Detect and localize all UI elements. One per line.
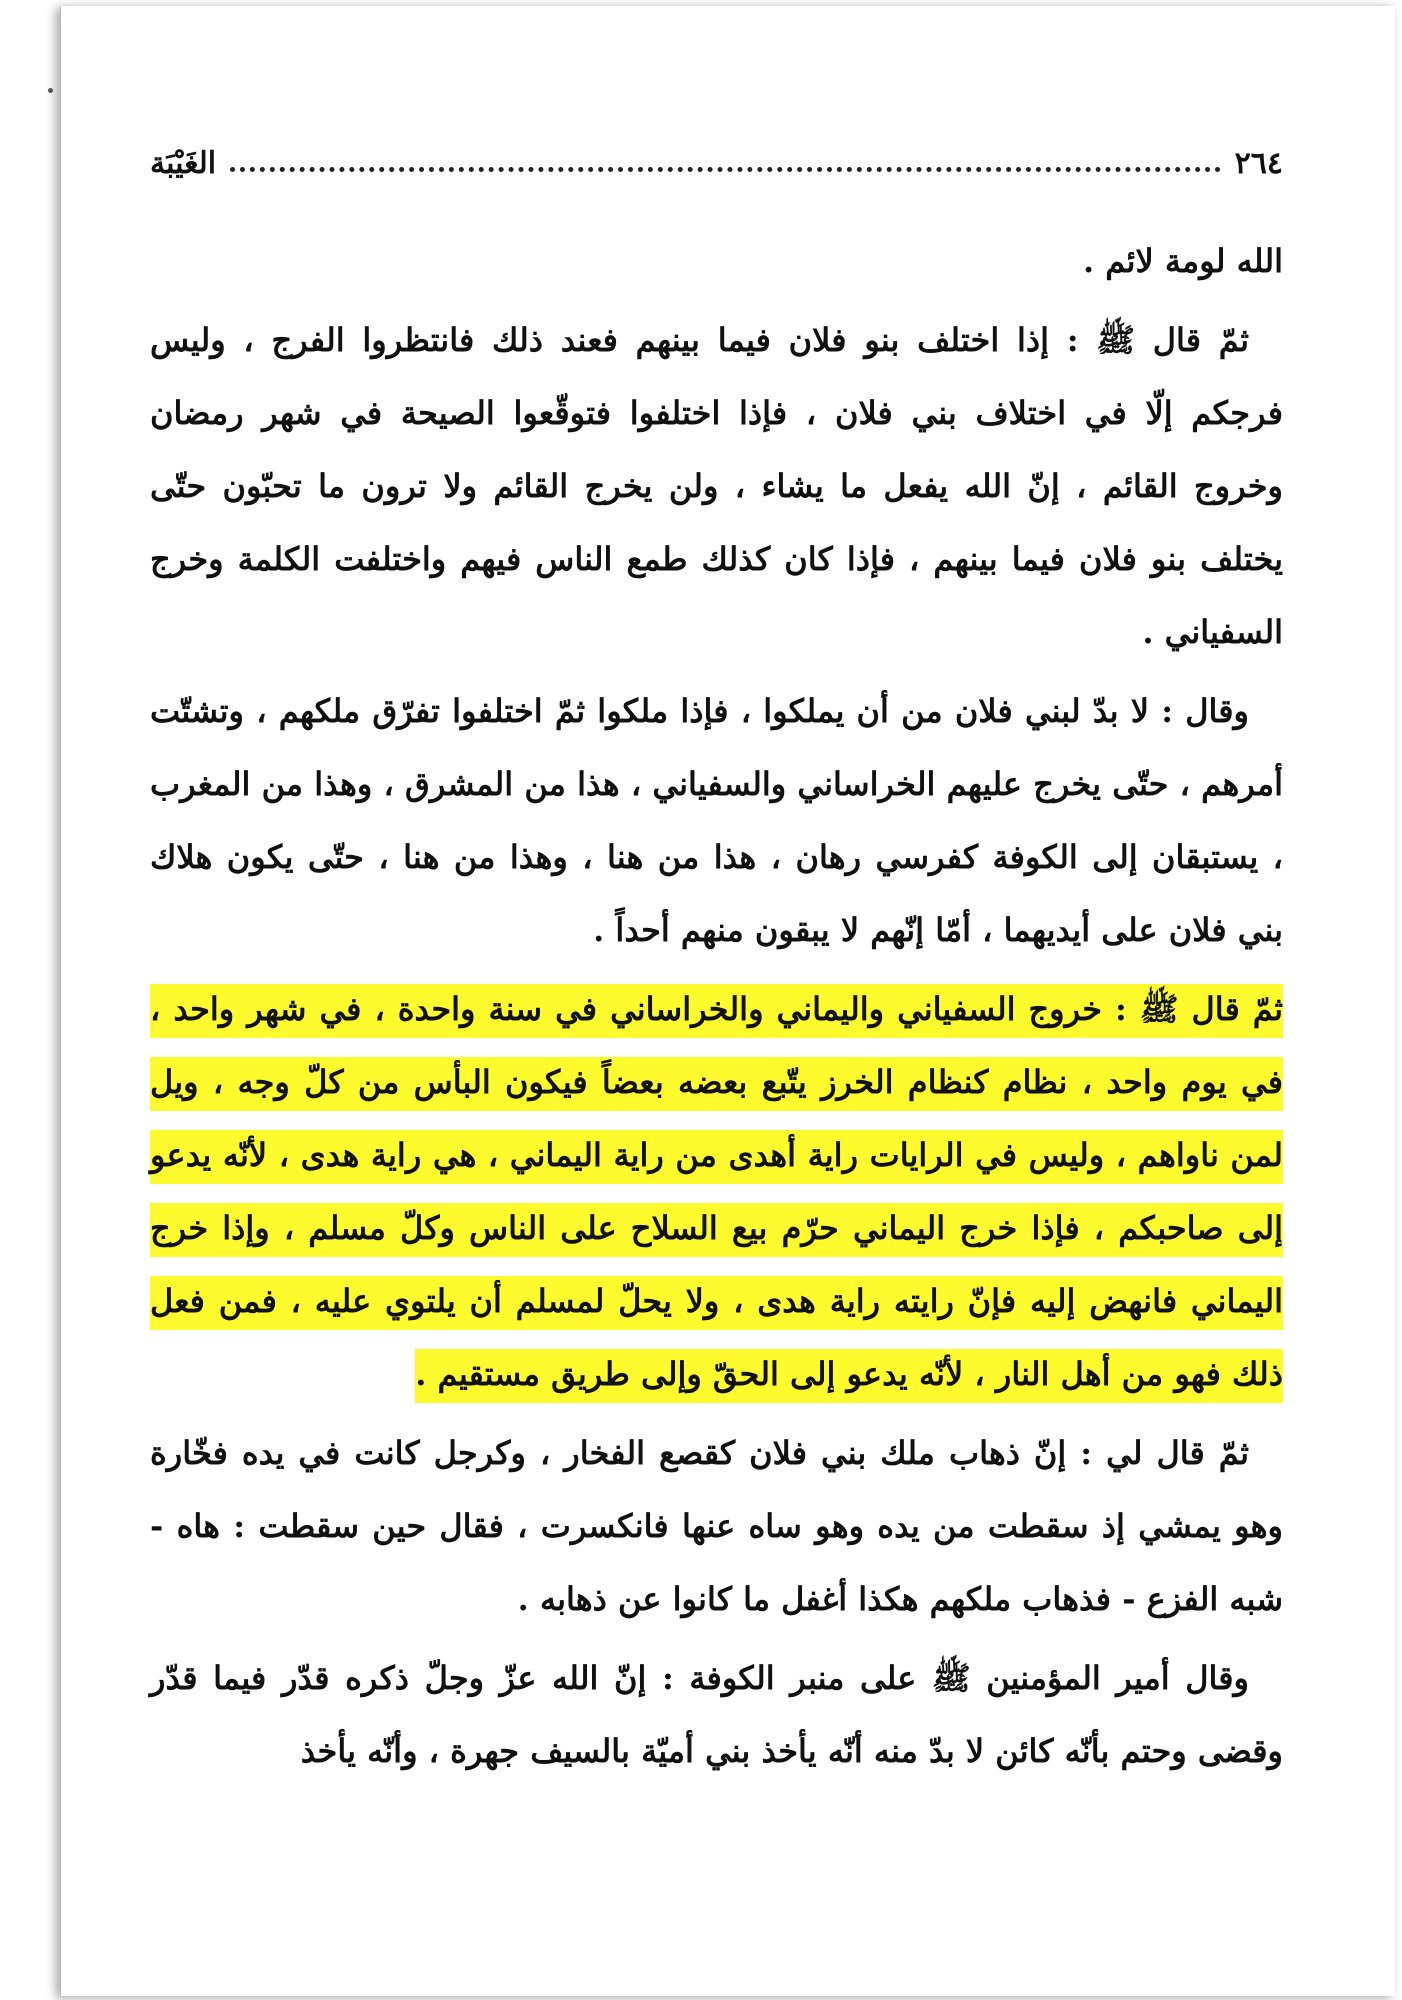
highlighted-text: ثمّ قال ﷺ : خروج السفياني واليماني والخراساني في سنة واحدة ، في شهر واحد ، في يوم واحد ، نظام كنظام الخرز يتّبع بعضه بعضاً فيكون البأس من كلّ وجه ، ويل لمن ناواهم ، وليس في الرايات راية أهدى من راية اليماني ، هي راية هدى ، لأنّه يدعو إلى صاحبكم ، فإذا خرج اليماني حرّم بيع السلاح على الناس وكلّ مسلم ، وإذا خرج اليماني فانهض إليه فإنّ رايته راية هدى ، ولا يحلّ لمسلم أن يلتوي عليه ، فمن فعل ذلك فهو من أهل النار ، لأنّه يدعو إلى الحقّ وإلى طريق مستقيم . (150, 984, 1283, 1403)
paragraph (150, 304, 1283, 669)
paragraph (150, 1642, 1283, 1788)
paragraph-text: وقال أمير المؤمنين ﷺ على منبر الكوفة : إنّ الله عزّ وجلّ ذكره قدّر فيما قدّر وقضى وحتم بأنّه كائن لا بدّ منه أنّه يأخذ بني أميّة بالسيف جهرة ، وأنّه يأخذ (150, 1659, 1283, 1770)
paragraph-text: ثمّ قال لي : إنّ ذهاب ملك بني فلان كقصع الفخار ، وكرجل كانت في يده فخّارة وهو يمشي إذ سقطت من يده وهو ساه عنها فانكسرت ، فقال حين سقطت : هاه - شبه الفزع - فذهاب ملكهم هكذا أغفل ما كانوا عن ذهابه . (150, 1434, 1283, 1618)
book-title: الغَيْبَة (150, 145, 217, 181)
paragraph-text: وقال : لا بدّ لبني فلان من أن يملكوا ، فإذا ملكوا ثمّ اختلفوا تفرّق ملكهم ، وتشتّت أمرهم ، حتّى يخرج عليهم الخراساني والسفياني ، هذا من المشرق ، وهذا من المغرب ، يستبقان إلى الكوفة كفرسي رهان ، هذا من هنا ، وهذا من هنا ، حتّى يكون هلاك بني فلان على أيديهما ، أمّا إنّهم لا يبقون منهم أحداً . (150, 692, 1283, 949)
page-number: ٢٦٤ (1234, 145, 1283, 181)
dotted-leader (230, 167, 1221, 172)
paragraph-text: ثمّ قال ﷺ : إذا اختلف بنو فلان فيما بينهم فعند ذلك فانتظروا الفرج ، وليس فرجكم إلّا في اختلاف بني فلان ، فإذا اختلفوا فتوقّعوا الصيحة في شهر رمضان وخروج القائم ، إنّ الله يفعل ما يشاء ، ولن يخرج القائم ولا ترون ما تحبّون حتّى يختلف بنو فلان فيما بينهم ، فإذا كان كذلك طمع الناس فيهم واختلفت الكلمة وخرج السفياني . (150, 321, 1283, 651)
highlighted-paragraph (150, 973, 1283, 1411)
scan-speck (48, 88, 53, 93)
paragraph-continuation (150, 225, 1283, 298)
page-body (150, 225, 1283, 1788)
paragraph (150, 675, 1283, 967)
paragraph-text: الله لومة لائم . (1083, 242, 1283, 280)
paragraph (150, 1417, 1283, 1636)
running-header (150, 138, 1283, 188)
